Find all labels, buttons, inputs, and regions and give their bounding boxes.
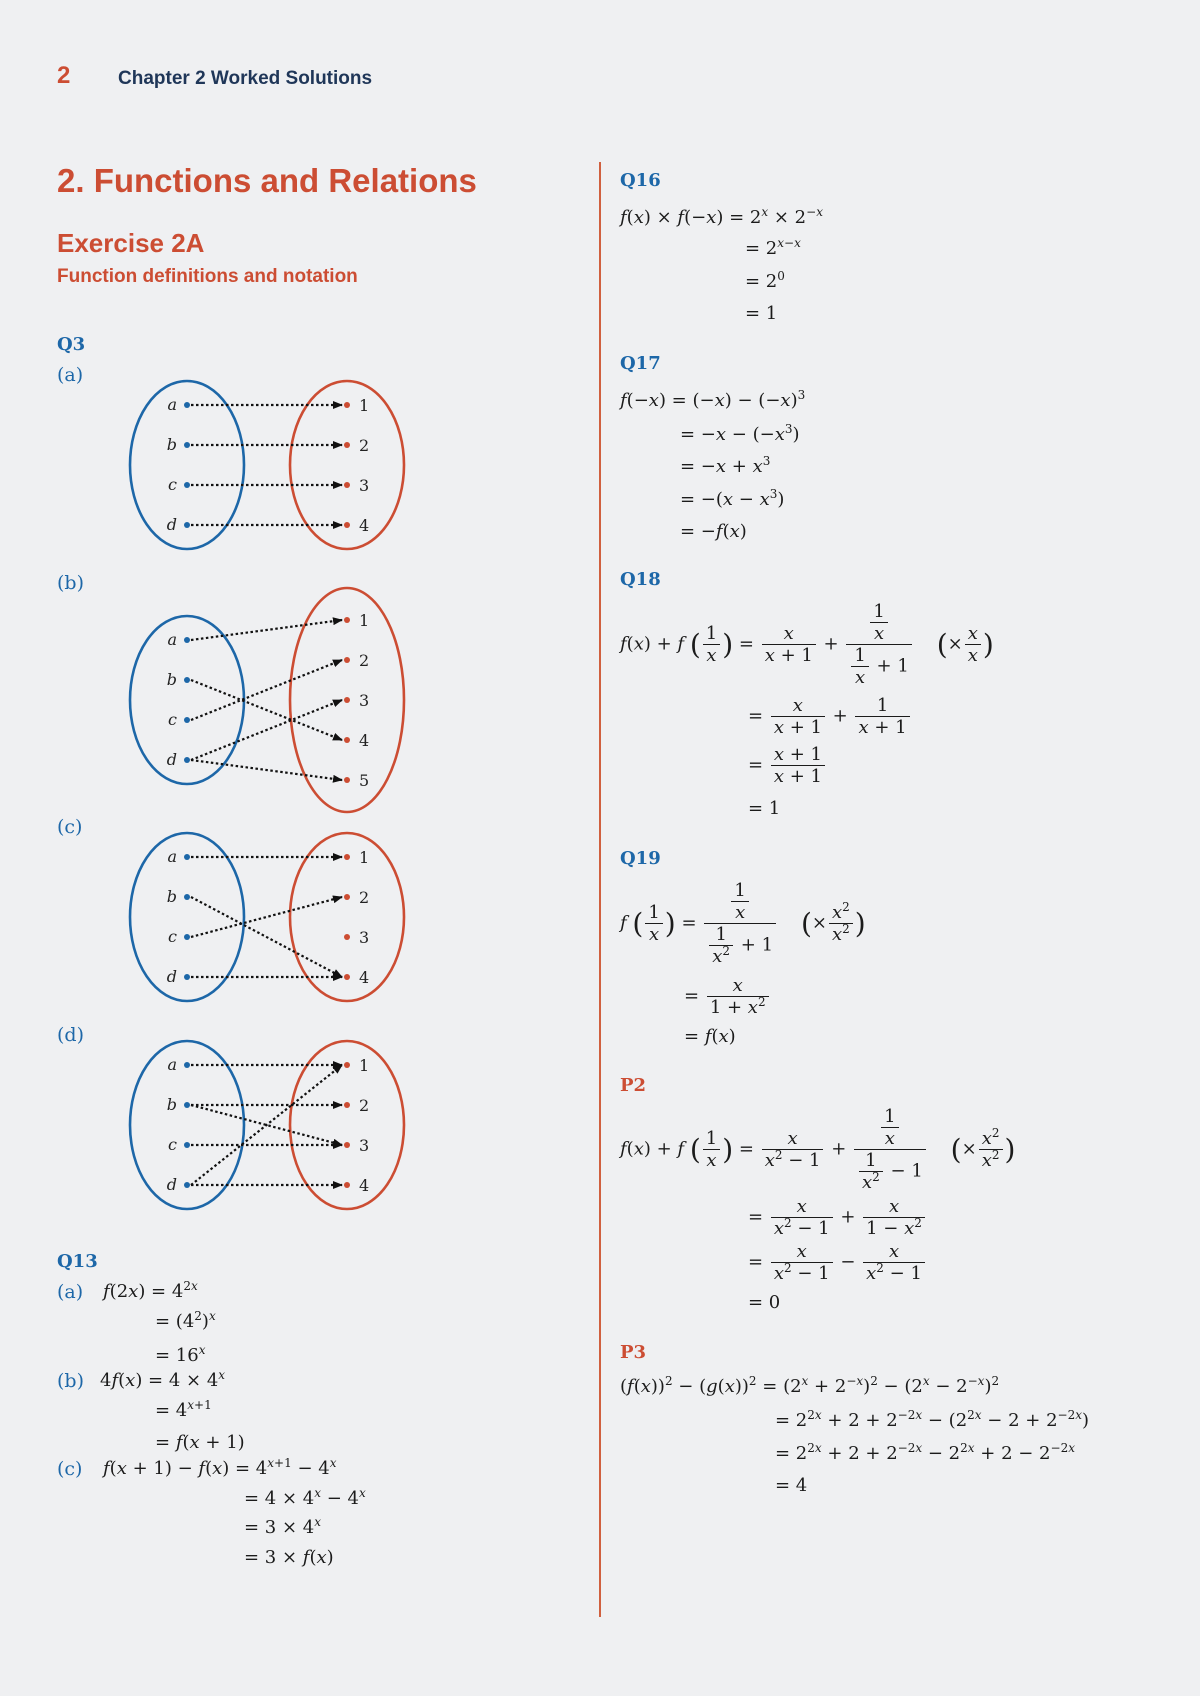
range-point (344, 854, 350, 860)
domain-label: c (168, 1135, 177, 1154)
q13b-line1: $4f(x) = 4 \times 4^x$ (100, 1368, 226, 1391)
domain-label: a (167, 847, 177, 866)
q13b-line2: = $4^{x+1}$ (155, 1398, 212, 1421)
q18-line1: f(x) + f ( $\frac{1}{x}$ ) = $\frac{x}{x + 1}$ + $\frac{1}{x}$ $\frac{1}{x}$ + 1 (× $\frac{x}{x}$ ) (620, 601, 994, 688)
range-label: 1 (359, 611, 370, 630)
range-label: 4 (359, 968, 370, 987)
range-point (344, 777, 350, 783)
range-point (344, 974, 350, 980)
range-label: 1 (359, 396, 370, 415)
mapping-arrow (191, 897, 342, 977)
range-label: 4 (359, 516, 370, 535)
domain-point (184, 757, 190, 763)
domain-point (184, 717, 190, 723)
mapping-diagram-b (120, 582, 420, 818)
section-title: 2. Functions and Relations (57, 162, 477, 199)
q13a-line3: = $16^x$ (155, 1343, 206, 1366)
range-point (344, 402, 350, 408)
q18-line4: = 1 (748, 798, 781, 819)
q13c-line2: = $4 \times 4^x - 4^x$ (244, 1486, 366, 1509)
mapping-arrow (191, 897, 342, 937)
domain-point (184, 677, 190, 683)
range-point (344, 1142, 350, 1148)
range-label: 3 (359, 928, 370, 947)
q19-line1: f ( $\frac{1}{x}$ ) = $\frac{1}{x}$ $\frac{1}{x^2}$ + 1 (× $\frac{x^2}{x^2}$ ) (620, 880, 866, 967)
p3-label: P3 (620, 1342, 647, 1363)
domain-point (184, 522, 190, 528)
domain-label: c (168, 475, 177, 494)
q19-label: Q19 (620, 848, 661, 869)
domain-label: c (168, 927, 177, 946)
q17-line2: = $-x - (-x^3)$ (680, 422, 800, 445)
range-point (344, 522, 350, 528)
domain-label: a (167, 630, 177, 649)
q18-line3: = $\frac{x + 1}{x + 1}$ (748, 744, 827, 787)
q13c-line4: = 3 × f(x) (244, 1547, 334, 1568)
q3b-label: (b) (57, 572, 84, 594)
q13b-label: (b) (57, 1370, 84, 1392)
domain-label: b (166, 670, 177, 689)
domain-point (184, 402, 190, 408)
range-label: 4 (359, 1176, 370, 1195)
mapping-diagram-c (120, 824, 420, 1010)
range-label: 5 (359, 771, 370, 790)
q16-line4: = 1 (745, 303, 778, 324)
q17-line3: = $-x + x^3$ (680, 454, 771, 477)
range-label: 2 (359, 651, 370, 670)
q17-line1: $f(-x) = (-x) - (-x)^3$ (620, 388, 806, 411)
exercise-title: Exercise 2A (57, 228, 205, 258)
q3-label: Q3 (57, 334, 86, 355)
p2-line1: f(x) + f ( $\frac{1}{x}$ ) = $\frac{x}{x^2 - 1}$ + $\frac{1}{x}$ $\frac{1}{x^2}$ − 1 (× $\frac{x^2}{x^2}$ ) (620, 1106, 1016, 1193)
q13a-line1: $f(2x) = 4^{2x}$ (103, 1279, 198, 1302)
domain-point (184, 1142, 190, 1148)
range-label: 3 (359, 476, 370, 495)
p2-label: P2 (620, 1075, 647, 1096)
q18-label: Q18 (620, 569, 661, 590)
domain-label: b (166, 1095, 177, 1114)
q13b-line3: = f(x + 1) (155, 1432, 245, 1453)
q13c-label: (c) (57, 1458, 83, 1480)
domain-point (184, 442, 190, 448)
mapping-arrow (191, 620, 342, 640)
domain-point (184, 1182, 190, 1188)
range-point (344, 1062, 350, 1068)
range-point (344, 737, 350, 743)
range-point (344, 1182, 350, 1188)
mapping-diagram-d (120, 1032, 420, 1218)
p2-line4: = 0 (748, 1292, 781, 1313)
domain-point (184, 934, 190, 940)
domain-point (184, 1062, 190, 1068)
domain-point (184, 974, 190, 980)
q3d-label: (d) (57, 1024, 84, 1046)
range-point (344, 1102, 350, 1108)
range-label: 1 (359, 848, 370, 867)
range-label: 3 (359, 691, 370, 710)
domain-label: a (167, 1055, 177, 1074)
range-label: 4 (359, 731, 370, 750)
domain-point (184, 1102, 190, 1108)
q16-line1: $f(x) \times f(-x) = 2^x \times 2^{-x}$ (620, 205, 823, 228)
q13a-label: (a) (57, 1281, 84, 1303)
q13-label: Q13 (57, 1251, 98, 1272)
q3c-label: (c) (57, 816, 83, 838)
p2-line2: = $\frac{x}{x^2 - 1}$ + $\frac{x}{1 - x^2}$ (748, 1196, 927, 1239)
q3a-label: (a) (57, 364, 84, 386)
q16-line2: = $2^{x-x}$ (745, 236, 801, 259)
range-point (344, 697, 350, 703)
q17-line5: = −f(x) (680, 521, 747, 542)
chapter-title: Chapter 2 Worked Solutions (118, 68, 373, 89)
q13c-line3: = $3 \times 4^x$ (244, 1515, 322, 1538)
p3-line4: = 4 (775, 1475, 808, 1496)
range-point (344, 934, 350, 940)
column-divider (599, 162, 601, 1617)
exercise-subtitle: Function definitions and notation (57, 266, 358, 287)
range-point (344, 442, 350, 448)
range-label: 2 (359, 436, 370, 455)
q13a-line2: = $(4^2)^x$ (155, 1309, 216, 1332)
range-point (344, 482, 350, 488)
domain-label: d (166, 515, 177, 534)
domain-point (184, 854, 190, 860)
domain-label: d (166, 967, 177, 986)
mapping-arrow (191, 760, 342, 780)
p2-line3: = $\frac{x}{x^2 - 1}$ − $\frac{x}{x^2 - 1}$ (748, 1241, 927, 1284)
range-point (344, 657, 350, 663)
domain-point (184, 637, 190, 643)
domain-label: d (166, 1175, 177, 1194)
domain-label: d (166, 750, 177, 769)
range-label: 1 (359, 1056, 370, 1075)
mapping-diagram-a (120, 372, 420, 558)
q16-label: Q16 (620, 170, 661, 191)
domain-label: b (166, 435, 177, 454)
q16-line3: = $2^0$ (745, 269, 785, 292)
range-label: 2 (359, 1096, 370, 1115)
range-label: 2 (359, 888, 370, 907)
q13c-line1: $f(x + 1) - f(x) = 4^{x+1} - 4^x$ (103, 1456, 337, 1479)
q18-line2: = $\frac{x}{x + 1}$ + $\frac{1}{x + 1}$ (748, 695, 912, 738)
domain-label: c (168, 710, 177, 729)
range-point (344, 894, 350, 900)
mapping-arrow (191, 1065, 342, 1185)
q19-line2: = $\frac{x}{1 + x^2}$ (684, 975, 771, 1018)
domain-label: a (167, 395, 177, 414)
domain-point (184, 482, 190, 488)
page-number: 2 (57, 62, 71, 89)
domain-point (184, 894, 190, 900)
p3-line3: = $2^{2x} + 2 + 2^{-2x} - 2^{2x} + 2 - 2^{-2x}$ (775, 1441, 1075, 1464)
p3-line2: = $2^{2x} + 2 + 2^{-2x} - (2^{2x} - 2 + 2^{-2x})$ (775, 1408, 1090, 1431)
q19-line3: = f(x) (684, 1026, 736, 1047)
q17-label: Q17 (620, 353, 661, 374)
q17-line4: = $-(x - x^3)$ (680, 487, 785, 510)
range-point (344, 617, 350, 623)
range-label: 3 (359, 1136, 370, 1155)
p3-line1: $(f(x))^2 - (g(x))^2 = (2^x + 2^{-x})^2 - (2^x - 2^{-x})^2$ (620, 1374, 1000, 1397)
domain-label: b (166, 887, 177, 906)
